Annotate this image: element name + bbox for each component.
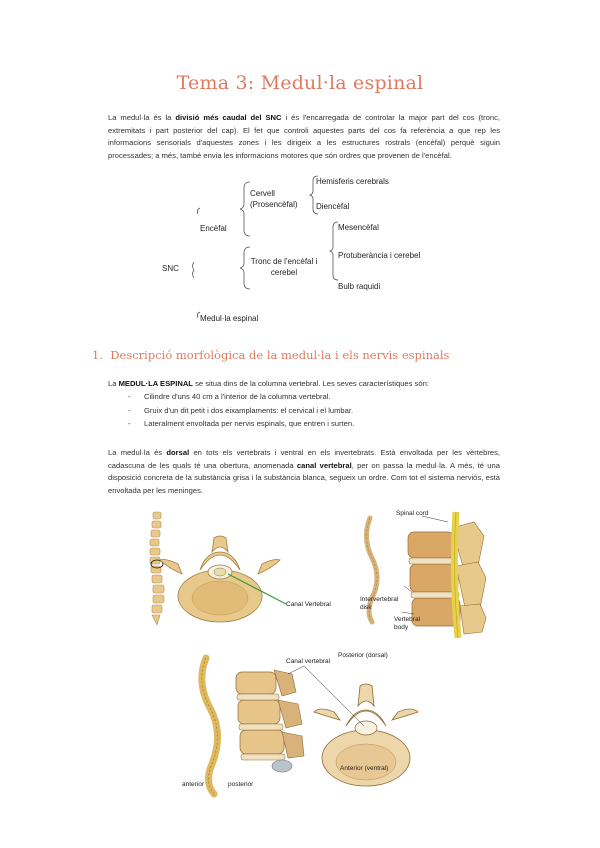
list-item: - Cilindre d'uns 40 cm a l'interior de la columna vertebral. bbox=[128, 392, 354, 406]
snc-classification-diagram bbox=[150, 172, 470, 332]
vertebra-views-illustration bbox=[170, 648, 430, 798]
label-posterior: posterior bbox=[228, 781, 254, 788]
dorsal-paragraph: La medul·la és dorsal en tots els vertebrats i ventral en els invertebrats. Està envoltada per les vèrtebres, cadascuna de les quals té una obertura, anomenada canal vertebral, per on passa la medul·la. A més, té una disposició concreta de la substància grisa i la substància blanca, segueix un ordre. Com tot el sistema nerviós, està envoltada per les meninges. bbox=[108, 448, 501, 495]
label-anterior: anterior bbox=[182, 781, 205, 788]
label-posterior-dorsal: Posterior (dorsal) bbox=[338, 652, 388, 659]
label-bulb: Bulb raquidi bbox=[338, 282, 381, 291]
page-title: Tema 3: Medul·la espinal bbox=[176, 72, 424, 94]
list-item: - Lateralment envoltada per nervis espinals, que entren i surten. bbox=[128, 419, 354, 433]
figure-spinal-cord bbox=[352, 510, 502, 638]
label-medulla: Medul·la espinal bbox=[200, 314, 259, 323]
label-snc: SNC bbox=[162, 264, 179, 273]
characteristics-list bbox=[128, 392, 354, 433]
label-protuberancia: Protuberància i cerebel bbox=[338, 251, 421, 260]
list-item: - Gruix d'un dit petit i dos eixamplaments: el cervical i el lumbar. bbox=[128, 406, 354, 420]
figure-vertebra-views bbox=[170, 648, 430, 798]
section-lead: La MEDUL·LA ESPINAL se situa dins de la columna vertebral. Les seves característiques són: bbox=[108, 379, 429, 388]
vertebra-illustration bbox=[140, 508, 340, 628]
intro-paragraph: La medul·la és la divisió més caudal del SNC i és l'encarregada de controlar la major part del cos (tronc, extremitats i part posterior del cap). El fet que controli aquestes parts del cos fa referència a que rep les informacions sensorials d'aquestes zones i les dirigeix a les estructures rostrals (encèfal) perquè siguin processades; a més, també envia les informacions motores que són ordres que provenen de l'encèfal. bbox=[108, 113, 500, 160]
label-tronc: Tronc de l'encèfal i cerebel bbox=[250, 257, 318, 277]
label-encefal: Encèfal bbox=[200, 224, 227, 233]
label-intervertebral-disk: Intervertebral disk bbox=[360, 596, 399, 611]
label-canal-vertebral-2: Canal vertebral bbox=[286, 658, 331, 665]
label-spinal-cord: Spinal cord bbox=[396, 510, 429, 517]
label-vertebral-body: Vertebral body bbox=[394, 616, 421, 631]
section-heading: 1. Descripció morfològica de la medul·la i els nervis espinals bbox=[92, 348, 450, 362]
label-mesencefal: Mesencèfal bbox=[338, 223, 379, 232]
label-cervell: Cervell (Prosencèfal) bbox=[250, 189, 298, 209]
diagram-braces bbox=[150, 172, 470, 332]
label-canal-vertebral: Canal Vertebral bbox=[286, 601, 331, 608]
label-hemisferis: Hemisferis cerebrals bbox=[316, 177, 389, 186]
label-anterior-ventral: Anterior (ventral) bbox=[340, 765, 389, 772]
figure-vertebral-canal bbox=[140, 508, 340, 628]
label-diencefal: Diencèfal bbox=[316, 202, 350, 211]
